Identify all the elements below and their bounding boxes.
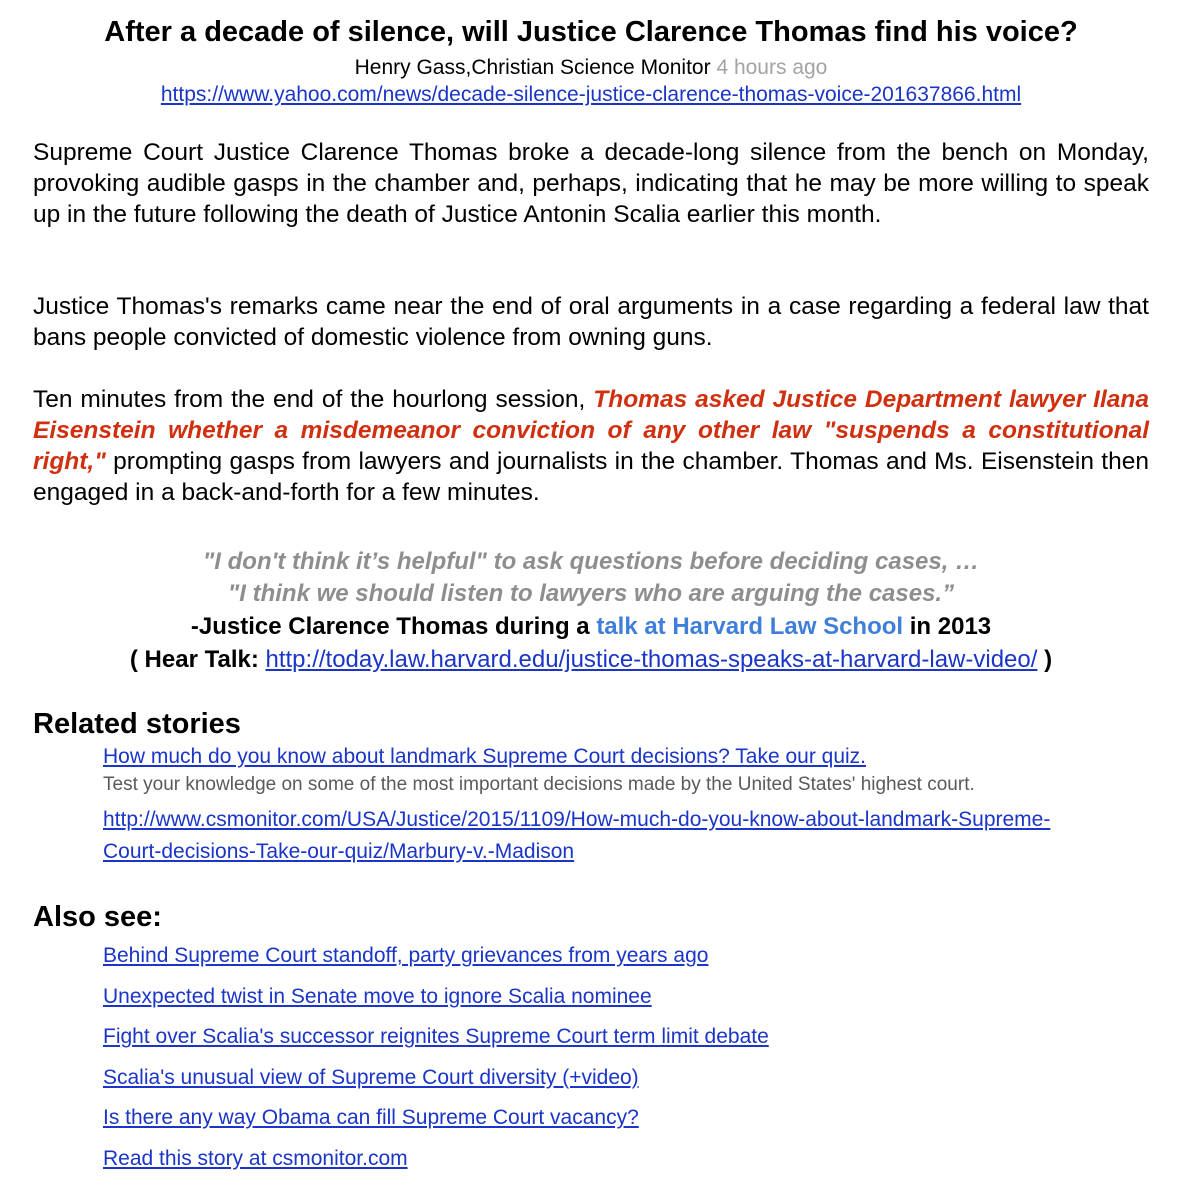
related-story-url-row <box>103 804 1103 868</box>
list-item <box>103 1146 769 1187</box>
also-see-link-3[interactable]: Fight over Scalia's successor reignites Supreme Court term limit debate <box>103 1025 769 1048</box>
byline <box>0 55 1182 81</box>
hear-talk-link[interactable]: http://today.law.harvard.edu/justice-thomas-speaks-at-harvard-law-video/ <box>265 646 1038 673</box>
paragraph-1: Supreme Court Justice Clarence Thomas broke a decade-long silence from the bench on Monday, provoking audible gasps in the chamber and, perhaps, indicating that he may be more willing to speak up in the future following the death of Justice Antonin Scalia earlier this month. <box>33 139 1149 228</box>
timestamp: 4 hours ago <box>716 56 828 79</box>
paragraph-3 <box>33 384 1149 508</box>
quote-attribution <box>0 611 1182 643</box>
harvard-talk-highlight: talk at Harvard Law School <box>596 613 904 640</box>
list-item <box>103 943 769 984</box>
hear-talk-row <box>0 644 1182 676</box>
list-item <box>103 1024 769 1065</box>
also-see-heading: Also see: <box>33 901 162 933</box>
related-story-description: Test your knowledge on some of the most important decisions made by the United States' highest court. <box>103 774 975 795</box>
also-see-link-4[interactable]: Scalia's unusual view of Supreme Court diversity (+video) <box>103 1065 639 1089</box>
list-item <box>103 1105 769 1146</box>
related-story-link[interactable]: How much do you know about landmark Supreme Court decisions? Take our quiz. <box>103 745 867 768</box>
paragraph-2: Justice Thomas's remarks came near the end of oral arguments in a case regarding a federal law that bans people convicted of domestic violence from owning guns. <box>33 293 1149 351</box>
paragraph-3-rest: prompting gasps from lawyers and journalists in the chamber. Thomas and Ms. Eisenstein then engaged in a back-and-forth for a few minutes. <box>33 448 1149 506</box>
source-link-row <box>0 82 1182 108</box>
article-title: After a decade of silence, will Justice Clarence Thomas find his voice? <box>104 16 1078 48</box>
highlighted-quote: Thomas asked Justice Department lawyer Ilana Eisenstein whether a misdemeanor conviction of any other law "suspends a constitutional right," <box>33 386 1149 475</box>
hear-talk-close: ) <box>1037 646 1053 673</box>
also-see-link-1[interactable]: Behind Supreme Court standoff, party grievances from years ago <box>103 944 709 967</box>
source-url-link[interactable]: https://www.yahoo.com/news/decade-silence-justice-clarence-thomas-voice-201637866.html <box>160 83 1022 106</box>
also-see-link-2[interactable]: Unexpected twist in Senate move to ignore Scalia nominee <box>103 984 652 1008</box>
pull-quote-line-1: "I don't think it’s helpful" to ask questions before deciding cases, … <box>202 548 980 575</box>
also-see-list <box>103 943 769 1186</box>
read-at-csmonitor-link[interactable]: Read this story at csmonitor.com <box>103 1146 408 1170</box>
hear-talk-label: ( Hear Talk: <box>129 646 266 673</box>
attribution-suffix: in 2013 <box>903 613 992 640</box>
author-name: Henry Gass,Christian Science Monitor <box>354 56 711 79</box>
list-item <box>103 1065 769 1106</box>
attribution-prefix: -Justice Clarence Thomas during a <box>190 613 597 640</box>
pull-quote-line-2: "I think we should listen to lawyers who are arguing the cases.” <box>227 580 955 607</box>
related-story-title <box>103 744 866 770</box>
related-story-url-link[interactable]: http://www.csmonitor.com/USA/Justice/2015/1109/How-much-do-you-know-about-landmark-Supreme-Court-decisions-Take-our-quiz/Marbury-v.-Madison <box>103 808 1051 863</box>
related-stories-heading: Related stories <box>33 708 241 740</box>
paragraph-3-intro: Ten minutes from the end of the hourlong session, <box>33 386 594 413</box>
list-item <box>103 984 769 1025</box>
also-see-link-5[interactable]: Is there any way Obama can fill Supreme Court vacancy? <box>103 1106 639 1129</box>
